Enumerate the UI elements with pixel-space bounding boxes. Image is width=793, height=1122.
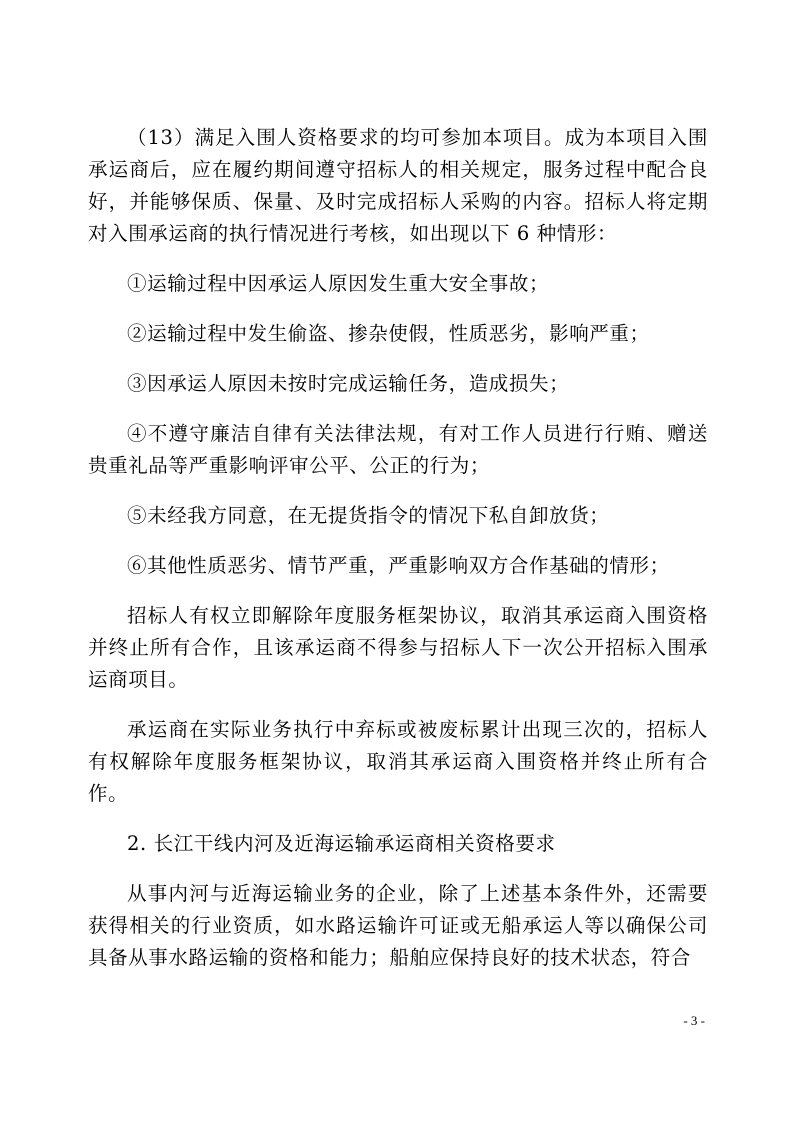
section-body-paragraph: 从事内河与近海运输业务的企业，除了上述基本条件外，还需要获得相关的行业资质，如水路运输许可证或无船承运人等以确保公司具备从事水路运输的资格和能力；船舶应保持良好的技术状态，符合 <box>88 882 708 969</box>
list-item: ⑥其他性质恶劣、情节严重，严重影响双方合作基础的情形； <box>127 554 670 577</box>
consequence-paragraph: 招标人有权立即解除年度服务框架协议，取消其承运商入围资格并终止所有合作，且该承运商不得参与招标人下一次公开招标入围承运商项目。 <box>88 604 708 691</box>
list-item: ④不遵守廉洁自律有关法律法规，有对工作人员进行行贿、赠送贵重礼品等严重影响评审公平、公正的行为； <box>88 422 708 477</box>
paragraph-13: （13）满足入围人资格要求的均可参加本项目。成为本项目入围承运商后，应在履约期间遵守招标人的相关规定，服务过程中配合良好，并能够保质、保量、及时完成招标人采购的内容。招标人将定期对入围承运商的执行情况进行考核，如出现以下 6 种情形： <box>88 126 708 245</box>
list-item: ②运输过程中发生偷盗、掺杂使假，性质恶劣，影响严重； <box>127 322 650 345</box>
list-item: ①运输过程中因承运人原因发生重大安全事故； <box>127 272 550 295</box>
list-item: ⑤未经我方同意，在无提货指令的情况下私自卸放货； <box>127 504 610 527</box>
list-item: ③因承运人原因未按时完成运输任务，造成损失； <box>127 372 570 395</box>
section-heading: 2. 长江干线内河及近海运输承运商相关资格要求 <box>127 832 556 855</box>
document-body <box>88 122 708 974</box>
page-number: - 3 - <box>683 1013 705 1028</box>
abandon-rule-paragraph: 承运商在实际业务执行中弃标或被废标累计出现三次的，招标人有权解除年度服务框架协议，取消其承运商入围资格并终止所有合作。 <box>88 718 708 805</box>
